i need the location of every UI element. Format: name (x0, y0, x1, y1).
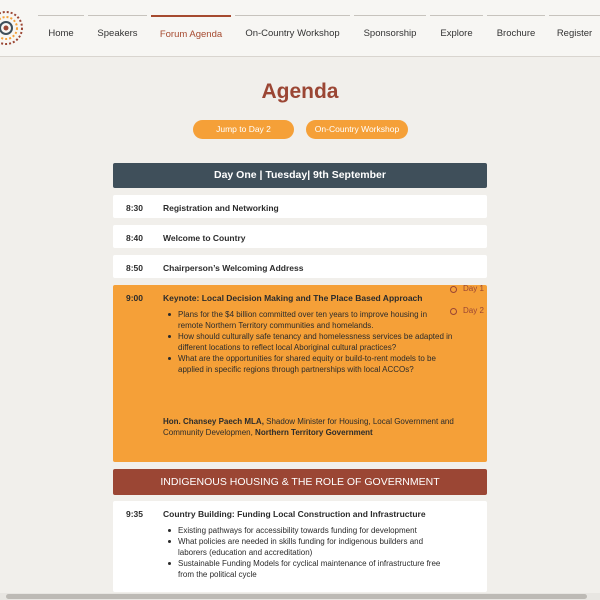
keynote-session (113, 285, 487, 462)
keynote-bullets (163, 309, 453, 375)
keynote-speaker (163, 416, 463, 438)
list-item: What policies are needed in skills funding for indigenous builders and laborers (education and accreditation) (163, 536, 453, 558)
side-nav-label: Day 1 (463, 284, 484, 293)
agenda-row (113, 501, 487, 592)
speaker-role: Shadow Minister for Housing, Local Government and Community Developmen, (163, 417, 454, 437)
session-title: Welcome to Country (163, 233, 246, 243)
section-banner: INDIGENOUS HOUSING & THE ROLE OF GOVERNMENT (113, 469, 487, 495)
list-item: Sustainable Funding Models for cyclical maintenance of infrastructure free from the political cycle (163, 558, 453, 580)
list-item: What are the opportunities for shared equity or build-to-rent models to be applied in specific regions through partnerships with local ACCOs? (163, 353, 453, 375)
nav-sponsorship[interactable]: Sponsorship (354, 15, 426, 49)
session-title: Chairperson’s Welcoming Address (163, 263, 304, 273)
nav-on-country-workshop[interactable]: On-Country Workshop (235, 15, 350, 49)
session-bullets (163, 525, 453, 580)
nav-speakers[interactable]: Speakers (88, 15, 147, 49)
horizontal-scrollbar[interactable] (0, 593, 600, 600)
speaker-name: Hon. Chansey Paech MLA, (163, 417, 264, 426)
circle-icon (450, 308, 457, 315)
list-item: Existing pathways for accessibility towards funding for development (163, 525, 453, 536)
speaker-org: Northern Territory Government (255, 428, 373, 437)
nav-forum-agenda[interactable]: Forum Agenda (151, 15, 231, 50)
side-nav-label: Day 2 (463, 306, 484, 315)
nav-register[interactable]: Register (549, 15, 600, 49)
session-time: 8:40 (126, 233, 144, 243)
on-country-workshop-button[interactable]: On-Country Workshop (306, 120, 408, 139)
list-item: How should culturally safe tenancy and homelessness services be adapted in different locations to reflect local Aboriginal cultural practices? (163, 331, 453, 353)
nav-explore[interactable]: Explore (430, 15, 483, 49)
agenda-row (113, 225, 487, 248)
nav-brochure[interactable]: Brochure (487, 15, 545, 49)
session-title: Keynote: Local Decision Making and The Place Based Approach (163, 293, 423, 303)
list-item: Plans for the $4 billion committed over ten years to improve housing in remote Northern Territory communities and homelands. (163, 309, 453, 331)
top-navigation (0, 0, 600, 57)
jump-to-day-2-button[interactable]: Jump to Day 2 (193, 120, 294, 139)
session-time: 9:35 (126, 509, 144, 519)
session-time: 9:00 (126, 293, 144, 303)
agenda-row (113, 195, 487, 218)
scrollbar-thumb[interactable] (6, 594, 587, 599)
session-title: Registration and Networking (163, 203, 279, 213)
session-time: 8:50 (126, 263, 144, 273)
agenda-row (113, 255, 487, 278)
nav-home[interactable]: Home (38, 15, 84, 49)
session-title: Country Building: Funding Local Construction and Infrastructure (163, 509, 426, 519)
session-time: 8:30 (126, 203, 144, 213)
circle-icon (450, 286, 457, 293)
day-one-header: Day One | Tuesday| 9th September (113, 163, 487, 188)
logo-icon[interactable] (0, 8, 28, 48)
page-title: Agenda (261, 80, 339, 103)
